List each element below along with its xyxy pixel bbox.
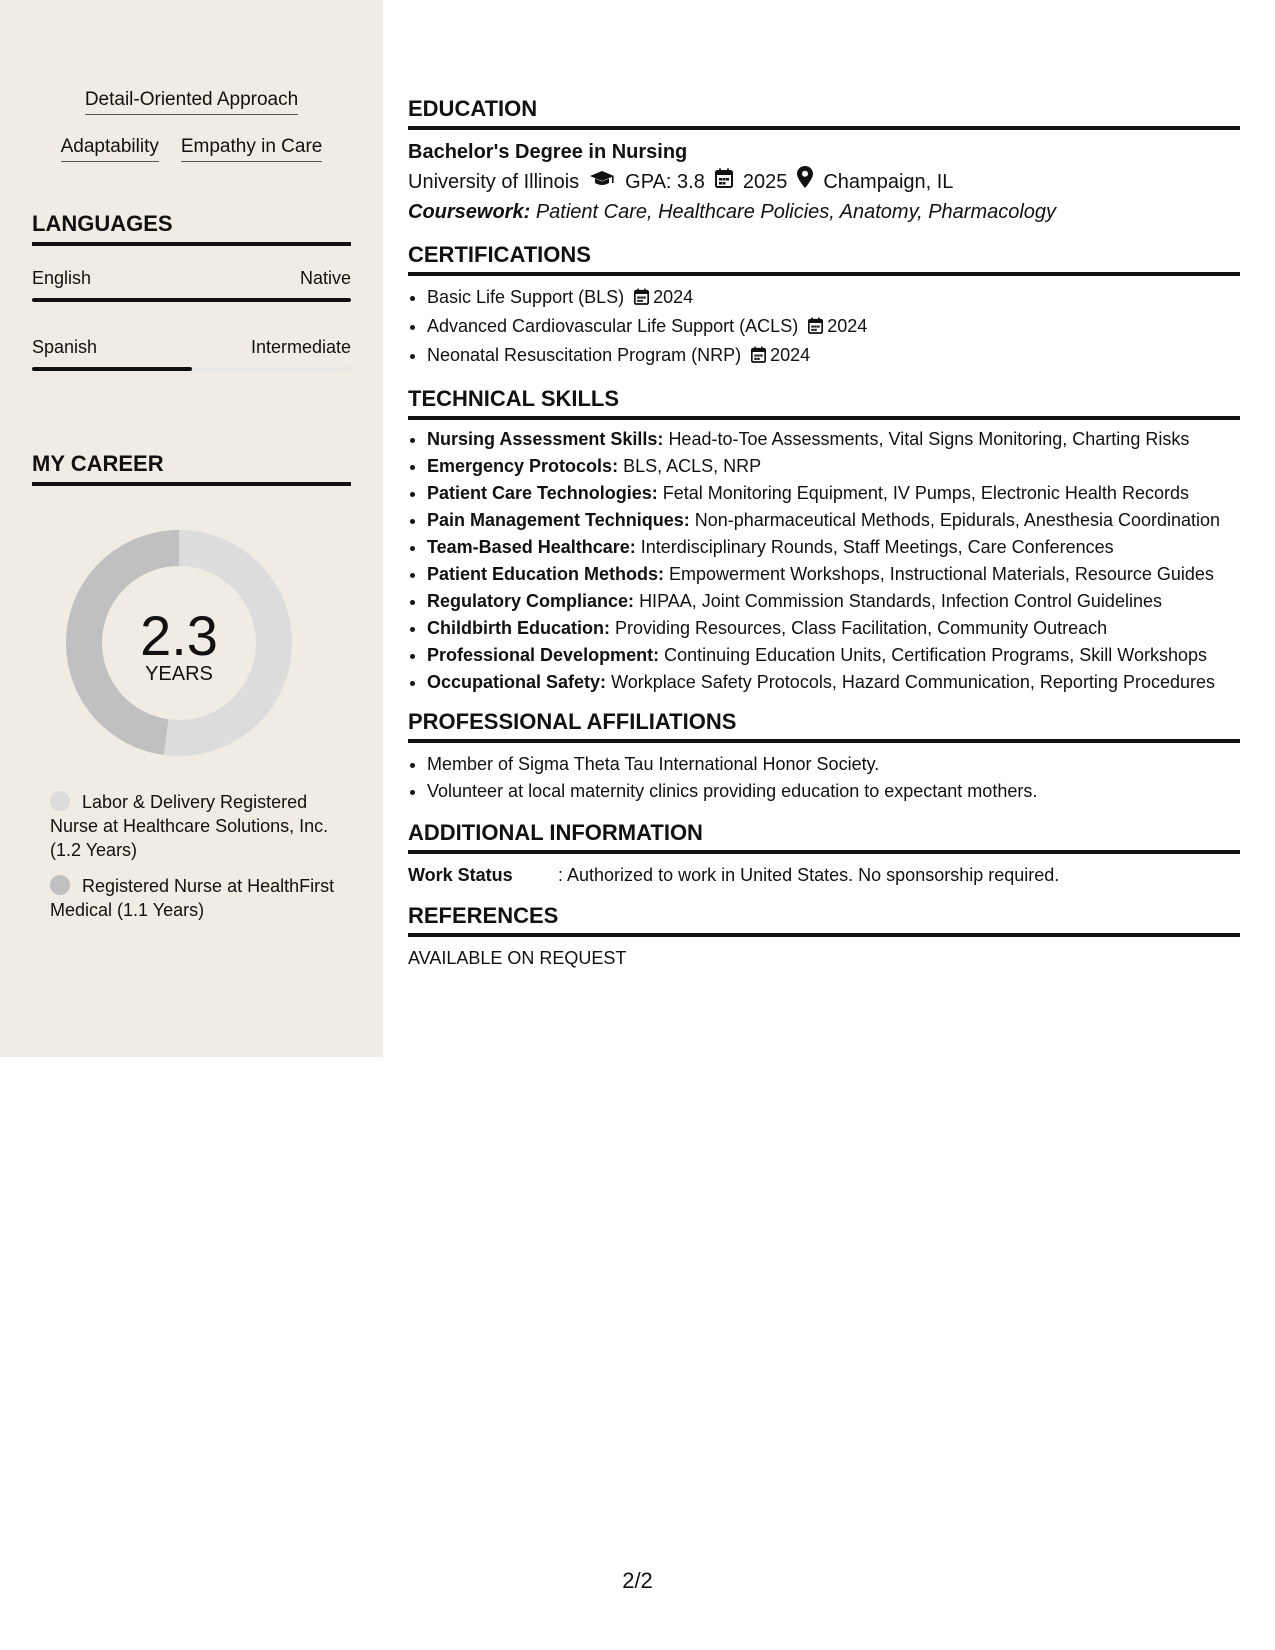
language-item xyxy=(32,266,351,302)
references-text: AVAILABLE ON REQUEST xyxy=(408,948,627,968)
additional-info-section xyxy=(408,819,1240,888)
references-heading: REFERENCES xyxy=(408,902,1240,937)
career-legend-item xyxy=(50,874,340,922)
certification-name: Advanced Cardiovascular Life Support (ACLS) xyxy=(427,316,799,336)
gpa: GPA: 3.8 xyxy=(625,170,705,193)
language-level: Native xyxy=(299,268,351,288)
technical-skills-section xyxy=(408,385,1240,694)
certification-year: 2024 xyxy=(827,316,868,336)
skill-text: Non-pharmaceutical Methods, Epidurals, Anesthesia Coordination xyxy=(694,510,1221,530)
career-legend-item xyxy=(50,790,340,862)
list-item xyxy=(427,284,1240,313)
certification-year: 2024 xyxy=(653,287,694,307)
career-donut xyxy=(66,530,292,756)
additional-info-heading: ADDITIONAL INFORMATION xyxy=(408,819,1240,854)
languages-heading: LANGUAGES xyxy=(32,210,351,246)
skill-label: Team-Based Healthcare: xyxy=(427,537,636,557)
soft-skills xyxy=(32,88,351,182)
list-item xyxy=(427,342,1240,371)
list-item: • Volunteer at local maternity clinics providing education to expectant mothers. xyxy=(427,778,1240,805)
skill-label: Regulatory Compliance: xyxy=(427,591,635,611)
language-bar-fill xyxy=(32,367,192,371)
certifications-section xyxy=(408,241,1240,371)
skill-text: Continuing Education Units, Certification Programs, Skill Workshops xyxy=(664,645,1207,665)
career-total: 2.3 xyxy=(140,604,218,667)
education-heading: EDUCATION xyxy=(408,95,1240,130)
degree: Bachelor's Degree in Nursing xyxy=(408,141,688,163)
coursework-label: Coursework: xyxy=(408,201,531,223)
graduation-year: 2025 xyxy=(742,170,788,193)
calendar-icon xyxy=(751,344,766,371)
skill-label: Emergency Protocols: xyxy=(427,456,619,476)
skill-text: Head-to-Toe Assessments, Vital Signs Monitoring, Charting Risks xyxy=(668,429,1190,449)
career-legend xyxy=(50,790,340,934)
skills-row xyxy=(32,135,351,162)
language-name: Spanish xyxy=(32,337,98,357)
skill-text: Workplace Safety Protocols, Hazard Communication, Reporting Procedures xyxy=(611,672,1216,692)
skill-text: Providing Resources, Class Facilitation, Community Outreach xyxy=(615,618,1108,638)
skill-tag: Adaptability xyxy=(61,135,159,162)
language-name: English xyxy=(32,268,92,288)
list-item xyxy=(427,590,1240,613)
skill-label: Professional Development: xyxy=(427,645,660,665)
list-item xyxy=(427,509,1240,532)
language-bar xyxy=(32,298,351,302)
skill-label: Patient Education Methods: xyxy=(427,564,665,584)
career-heading: MY CAREER xyxy=(32,450,351,486)
skill-tag: Empathy in Care xyxy=(181,135,323,162)
affiliations-heading: PROFESSIONAL AFFILIATIONS xyxy=(408,708,1240,743)
location-pin-icon xyxy=(797,166,813,197)
skills-row xyxy=(32,88,351,115)
skill-text: Interdisciplinary Rounds, Staff Meetings, Care Conferences xyxy=(640,537,1114,557)
work-status-value: : Authorized to work in United States. No sponsorship required. xyxy=(558,865,1060,885)
list-item xyxy=(427,671,1240,694)
affiliations-section xyxy=(408,708,1240,805)
language-bar-fill xyxy=(32,298,351,302)
affiliations-list xyxy=(408,751,1240,805)
education-details xyxy=(408,166,1240,197)
list-item xyxy=(427,644,1240,667)
skill-text: Empowerment Workshops, Instructional Materials, Resource Guides xyxy=(669,564,1214,584)
main-content xyxy=(408,95,1240,985)
skill-text: Fetal Monitoring Equipment, IV Pumps, Electronic Health Records xyxy=(662,483,1189,503)
legend-dot-icon xyxy=(50,875,70,895)
list-item xyxy=(427,482,1240,505)
education-section xyxy=(408,95,1240,227)
career-label: Registered Nurse at HealthFirst Medical (1.1 Years) xyxy=(50,876,335,920)
skill-label: Nursing Assessment Skills: xyxy=(427,429,664,449)
work-status xyxy=(408,862,1240,888)
language-item xyxy=(32,335,351,371)
skill-label: Childbirth Education: xyxy=(427,618,610,638)
coursework xyxy=(408,197,1240,227)
career-label: Labor & Delivery Registered Nurse at Healthcare Solutions, Inc. (1.2 Years) xyxy=(50,792,329,860)
certification-year: 2024 xyxy=(770,345,811,365)
language-level: Intermediate xyxy=(250,337,351,357)
page-number: 2/2 xyxy=(622,1568,653,1593)
references-section xyxy=(408,902,1240,971)
skill-text: HIPAA, Joint Commission Standards, Infection Control Guidelines xyxy=(639,591,1162,611)
skill-label: Occupational Safety: xyxy=(427,672,607,692)
skill-label: Pain Management Techniques: xyxy=(427,510,690,530)
list-item: • Member of Sigma Theta Tau International Honor Society. xyxy=(427,751,1240,778)
calendar-icon xyxy=(715,167,733,197)
calendar-icon xyxy=(634,286,649,313)
career-unit: YEARS xyxy=(145,663,213,685)
list-item xyxy=(427,428,1240,451)
location: Champaign, IL xyxy=(823,170,954,193)
skill-text: BLS, ACLS, NRP xyxy=(623,456,762,476)
legend-dot-icon xyxy=(50,791,70,811)
language-bar xyxy=(32,367,351,371)
certification-name: Basic Life Support (BLS) xyxy=(427,287,625,307)
skill-tag: Detail-Oriented Approach xyxy=(85,88,298,115)
school: University of Illinois xyxy=(408,170,580,193)
graduation-cap-icon xyxy=(589,167,615,197)
list-item xyxy=(427,617,1240,640)
certification-name: Neonatal Resuscitation Program (NRP) xyxy=(427,345,742,365)
list-item xyxy=(427,536,1240,559)
certifications-heading: CERTIFICATIONS xyxy=(408,241,1240,276)
work-status-label: Work Status xyxy=(408,865,513,885)
coursework-text: Patient Care, Healthcare Policies, Anatomy, Pharmacology xyxy=(535,201,1057,223)
technical-skills-list xyxy=(408,428,1240,694)
calendar-icon xyxy=(808,315,823,342)
sidebar xyxy=(0,0,383,1057)
list-item xyxy=(427,455,1240,478)
skill-label: Patient Care Technologies: xyxy=(427,483,658,503)
technical-skills-heading: TECHNICAL SKILLS xyxy=(408,385,1240,420)
list-item xyxy=(427,313,1240,342)
list-item xyxy=(427,563,1240,586)
certifications-list xyxy=(408,284,1240,371)
